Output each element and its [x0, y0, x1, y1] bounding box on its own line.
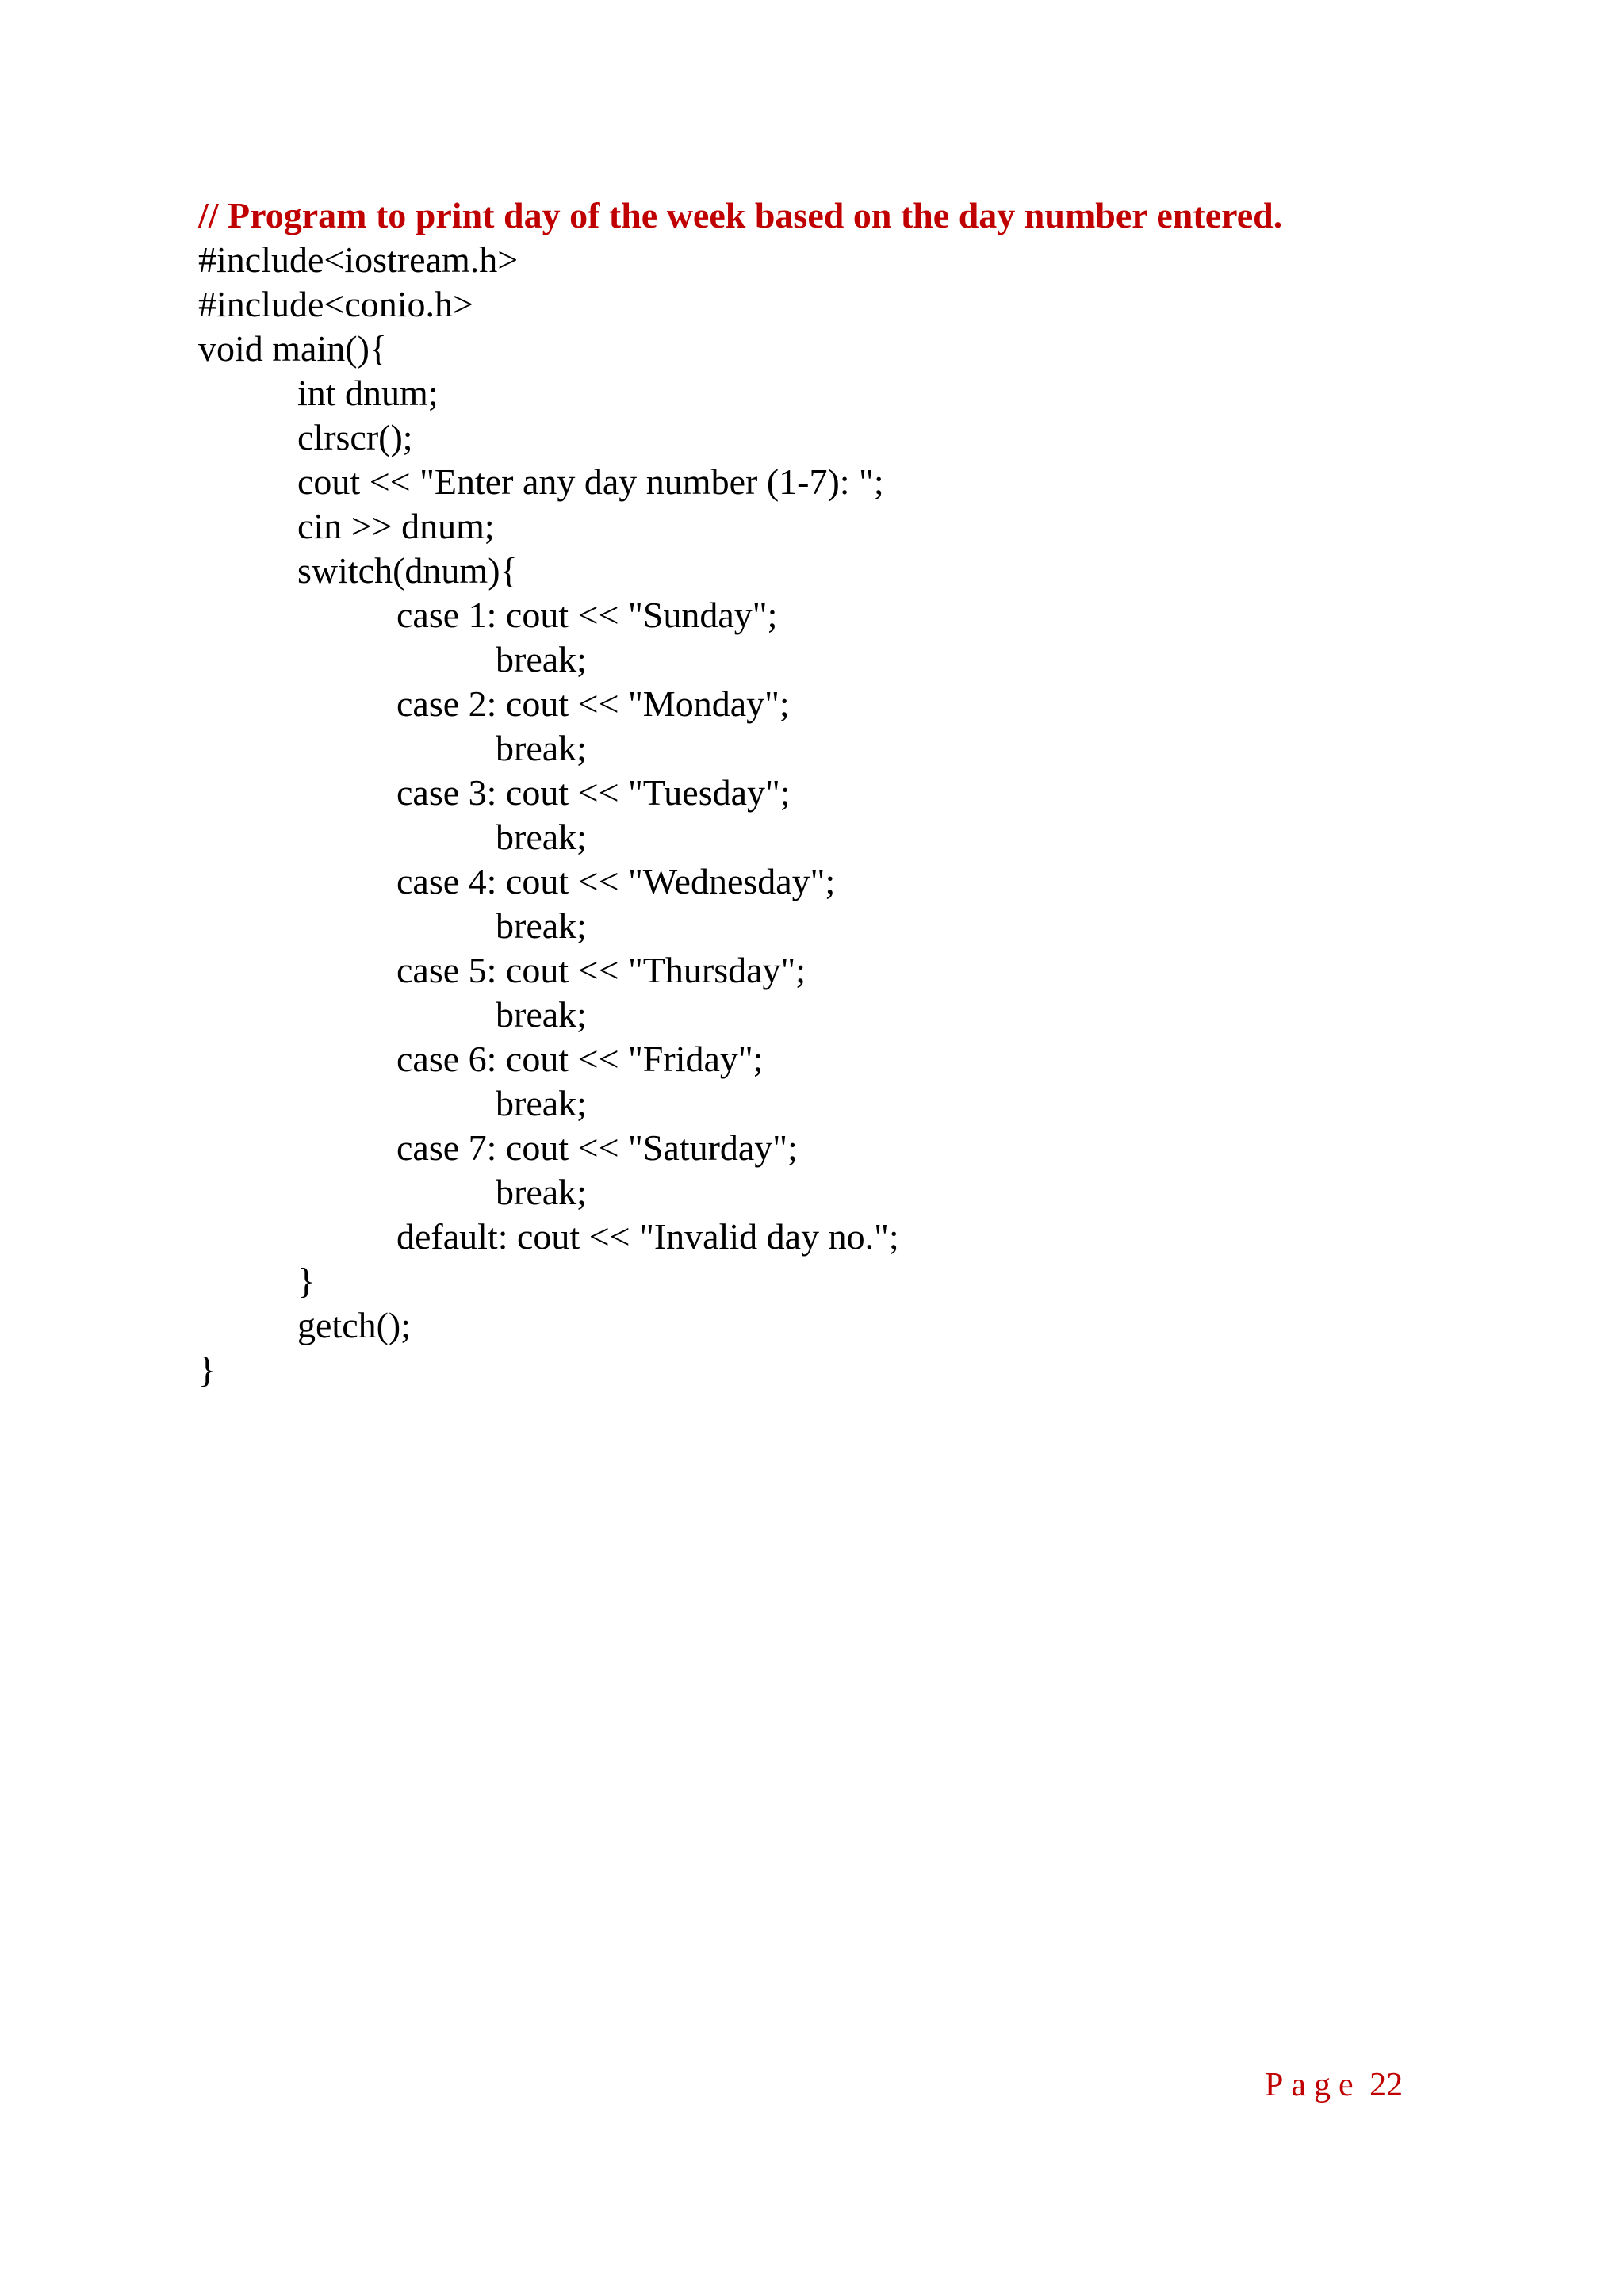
- code-line: break;: [496, 1083, 587, 1123]
- code-line: case 3: cout << "Tuesday";: [396, 772, 791, 813]
- code-line: cout << "Enter any day number (1-7): ";: [297, 461, 884, 502]
- code-line: break;: [496, 639, 587, 679]
- code-line: #include<iostream.h>: [198, 239, 519, 280]
- page-number: 22: [1369, 2067, 1404, 2103]
- code-listing: [198, 193, 1419, 1392]
- code-line: int dnum;: [297, 373, 439, 413]
- code-line: case 6: cout << "Friday";: [396, 1039, 764, 1079]
- code-line: #include<conio.h>: [198, 284, 473, 324]
- code-line: case 2: cout << "Monday";: [396, 683, 790, 724]
- code-line: case 4: cout << "Wednesday";: [396, 861, 836, 901]
- code-line: break;: [496, 994, 587, 1035]
- code-line: cin >> dnum;: [297, 506, 495, 546]
- code-line: break;: [496, 728, 587, 768]
- code-line: clrscr();: [297, 417, 413, 457]
- code-line: break;: [496, 905, 587, 946]
- code-line: case 1: cout << "Sunday";: [396, 595, 778, 635]
- code-line: case 5: cout << "Thursday";: [396, 950, 806, 990]
- code-line: }: [198, 1349, 216, 1390]
- code-line: default: cout << "Invalid day no.";: [396, 1216, 899, 1257]
- code-line: switch(dnum){: [297, 550, 518, 591]
- code-line: break;: [496, 817, 587, 857]
- page-label: Page: [1265, 2067, 1362, 2103]
- code-line: getch();: [297, 1305, 412, 1345]
- code-line: break;: [496, 1172, 587, 1212]
- code-line: }: [297, 1261, 316, 1301]
- code-line: void main(){: [198, 328, 387, 369]
- code-line: case 7: cout << "Saturday";: [396, 1127, 798, 1168]
- page-footer: [1265, 2061, 1403, 2109]
- program-heading-comment: // Program to print day of the week based on the day number entered.: [198, 195, 1283, 235]
